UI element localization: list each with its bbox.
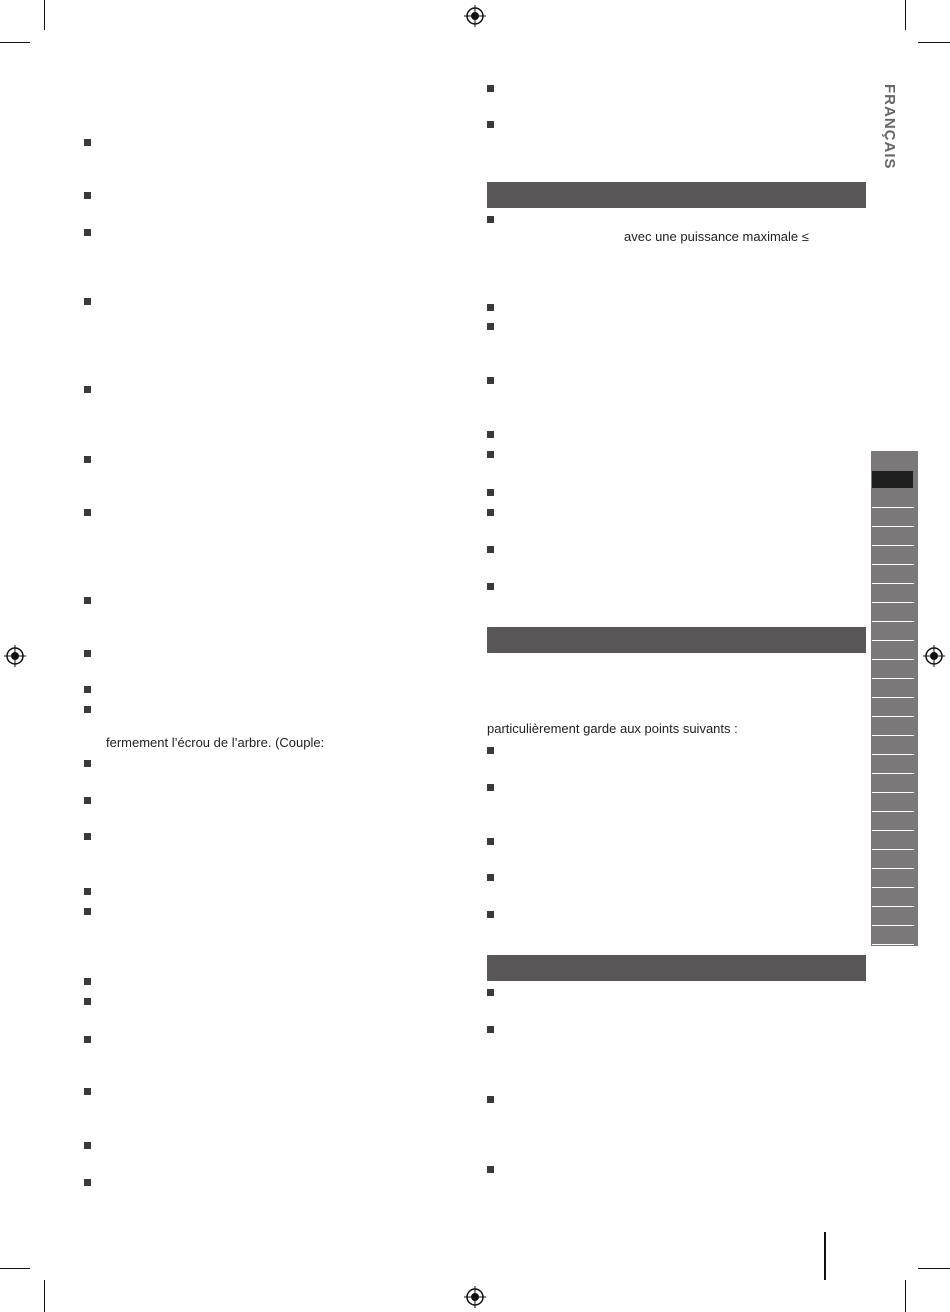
tab <box>872 546 914 565</box>
tab <box>872 869 914 888</box>
tab <box>872 850 914 869</box>
crop-mark <box>905 1280 906 1312</box>
list-bullet <box>84 192 91 199</box>
list-bullet <box>84 509 91 516</box>
tab <box>872 907 914 926</box>
tab <box>872 565 914 584</box>
tab <box>872 717 914 736</box>
list-bullet <box>84 1036 91 1043</box>
list-bullet <box>487 509 494 516</box>
tab-active <box>872 471 913 488</box>
crop-mark <box>44 1280 45 1312</box>
list-bullet <box>487 747 494 754</box>
list-bullet <box>84 760 91 767</box>
list-bullet <box>84 1088 91 1095</box>
section-tabs <box>871 451 918 946</box>
list-bullet <box>487 121 494 128</box>
tab <box>872 793 914 812</box>
list-bullet <box>84 998 91 1005</box>
list-bullet <box>84 298 91 305</box>
list-bullet <box>84 456 91 463</box>
list-bullet <box>84 650 91 657</box>
tab <box>872 774 914 793</box>
tab <box>872 736 914 755</box>
list-bullet <box>487 431 494 438</box>
crop-mark <box>0 1268 30 1269</box>
list-bullet <box>487 546 494 553</box>
list-bullet <box>84 797 91 804</box>
tab <box>872 831 914 850</box>
list-bullet <box>487 838 494 845</box>
list-bullet <box>84 1142 91 1149</box>
tab <box>872 698 914 717</box>
list-bullet <box>84 706 91 713</box>
list-bullet <box>487 216 494 223</box>
registration-mark-icon <box>4 645 26 667</box>
language-label <box>880 84 898 176</box>
list-bullet <box>487 1096 494 1103</box>
crop-mark <box>44 0 45 30</box>
list-bullet <box>84 139 91 146</box>
list-bullet <box>487 451 494 458</box>
list-bullet <box>487 874 494 881</box>
tab <box>872 584 914 603</box>
section-header-bar <box>487 955 866 981</box>
tab <box>872 812 914 831</box>
list-bullet <box>487 323 494 330</box>
tab <box>872 489 914 508</box>
crop-mark <box>0 42 30 43</box>
section-header-bar <box>487 627 866 653</box>
list-bullet <box>487 85 494 92</box>
list-bullet <box>84 597 91 604</box>
list-bullet <box>84 229 91 236</box>
section-header-bar <box>487 182 866 208</box>
list-bullet <box>487 1166 494 1173</box>
crop-mark <box>905 0 906 30</box>
registration-mark-icon <box>464 5 486 27</box>
body-text: fermement l’écrou de l’arbre. (Couple: <box>106 735 325 750</box>
list-bullet <box>487 911 494 918</box>
list-bullet <box>487 489 494 496</box>
tab <box>872 926 914 945</box>
list-bullet <box>487 784 494 791</box>
tab <box>872 622 914 641</box>
registration-mark-icon <box>923 645 945 667</box>
registration-mark-icon <box>464 1286 486 1308</box>
tab <box>872 888 914 907</box>
list-bullet <box>84 888 91 895</box>
tab <box>872 679 914 698</box>
list-bullet <box>84 386 91 393</box>
tab <box>872 755 914 774</box>
list-bullet <box>487 583 494 590</box>
list-bullet <box>84 833 91 840</box>
list-bullet <box>487 1026 494 1033</box>
crop-mark <box>918 42 950 43</box>
body-text: particulièrement garde aux points suivants : <box>487 721 738 736</box>
page-number-bar <box>824 1232 826 1280</box>
body-text: avec une puissance maximale ≤ <box>624 229 809 244</box>
list-bullet <box>84 686 91 693</box>
language-label-text: FRANÇAIS <box>881 84 898 170</box>
tab <box>872 641 914 660</box>
list-bullet <box>84 1179 91 1186</box>
list-bullet <box>84 978 91 985</box>
list-bullet <box>487 989 494 996</box>
crop-mark <box>918 1268 950 1269</box>
list-bullet <box>84 908 91 915</box>
list-bullet <box>487 377 494 384</box>
tab <box>872 527 914 546</box>
list-bullet <box>487 304 494 311</box>
tab <box>872 508 914 527</box>
tab <box>872 603 914 622</box>
tab <box>872 660 914 679</box>
